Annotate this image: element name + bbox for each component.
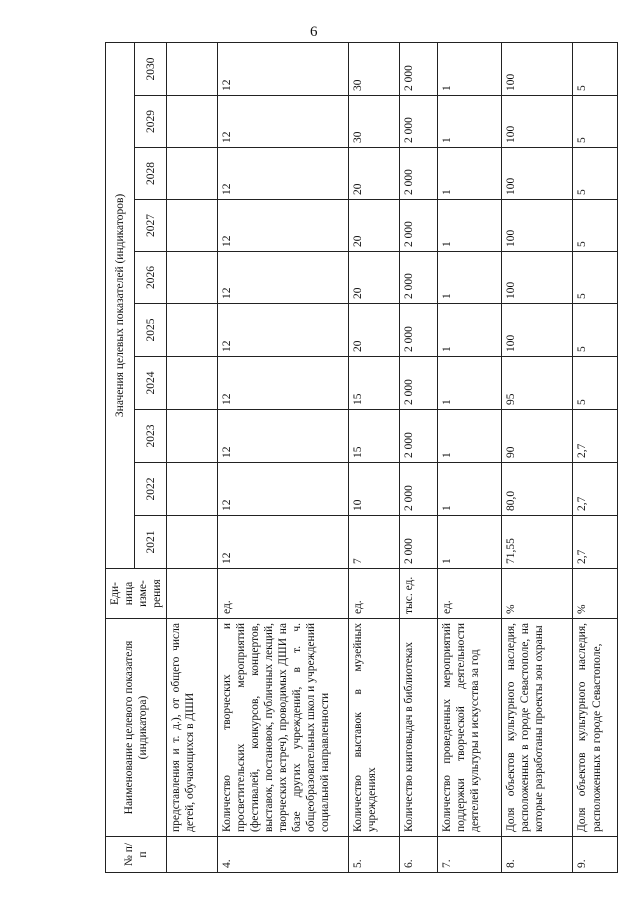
value-cell: 100 [502,42,573,95]
value-cell: 12 [218,304,348,357]
header-year: 2023 [135,410,167,463]
value-cell: 2,7 [573,410,618,463]
value-cell: 12 [218,42,348,95]
header-year: 2027 [135,200,167,252]
table-row [348,42,399,872]
value-cell: 1 [437,516,502,569]
row-number: 4. [218,837,348,873]
value-cell: 5 [573,42,618,95]
value-cell: 2 000 [399,200,437,252]
value-cell [167,200,218,252]
header-unit: Еди-ница изме-рения [106,569,167,619]
value-cell: 20 [348,148,399,200]
value-cell: 100 [502,148,573,200]
value-cell: 2,7 [573,463,618,516]
value-cell [167,463,218,516]
value-cell: 12 [218,252,348,304]
indicator-name: Количество проведенных мероприятий поддержки творческой деятельности деятелей культуры и искусства за год [437,619,502,837]
value-cell: 15 [348,410,399,463]
header-year: 2024 [135,357,167,410]
value-cell [167,516,218,569]
indicator-name: Количество выставок в музейных учреждениях [348,619,399,837]
value-cell: 5 [573,200,618,252]
table-row [167,42,218,872]
value-cell: 1 [437,463,502,516]
value-cell: 100 [502,304,573,357]
table-row [437,42,502,872]
unit-cell: % [502,569,573,619]
indicator-name: Доля объектов культурного наследия, расположенных в городе Севастополе, на которые разработаны проекты зон охраны [502,619,573,837]
value-cell: 1 [437,304,502,357]
value-cell: 71,55 [502,516,573,569]
value-cell: 2 000 [399,516,437,569]
value-cell: 30 [348,42,399,95]
unit-cell: % [573,569,618,619]
header-year: 2030 [135,42,167,95]
rotated-table-wrapper [105,43,615,873]
value-cell: 12 [218,200,348,252]
value-cell: 100 [502,252,573,304]
value-cell: 1 [437,148,502,200]
header-year: 2028 [135,148,167,200]
unit-cell: тыс. ед. [399,569,437,619]
value-cell: 1 [437,96,502,148]
value-cell: 30 [348,96,399,148]
value-cell: 10 [348,463,399,516]
header-year: 2026 [135,252,167,304]
value-cell: 1 [437,200,502,252]
header-name: Наименование целевого показателя (индикатора) [106,619,167,837]
row-number: 9. [573,837,618,873]
value-cell: 20 [348,200,399,252]
value-cell: 2 000 [399,148,437,200]
value-cell: 12 [218,148,348,200]
unit-cell [167,569,218,619]
value-cell: 2 000 [399,357,437,410]
table-row [573,42,618,872]
value-cell [167,304,218,357]
value-cell: 2 000 [399,42,437,95]
value-cell: 95 [502,357,573,410]
value-cell: 12 [218,463,348,516]
value-cell: 2 000 [399,410,437,463]
table-row [399,42,437,872]
value-cell: 5 [573,148,618,200]
value-cell [167,42,218,95]
header-year: 2029 [135,96,167,148]
header-values-group: Значения целевых показателей (индикаторов) [106,42,135,568]
row-number: 6. [399,837,437,873]
row-number: 5. [348,837,399,873]
page-number: 6 [310,24,318,40]
unit-cell: ед. [218,569,348,619]
indicator-name: Количество книговыдач в библиотеках [399,619,437,837]
value-cell: 7 [348,516,399,569]
value-cell: 5 [573,357,618,410]
row-number: 7. [437,837,502,873]
header-year: 2021 [135,516,167,569]
value-cell [167,252,218,304]
value-cell: 100 [502,96,573,148]
table-row [218,42,348,872]
value-cell [167,357,218,410]
value-cell: 5 [573,252,618,304]
indicators-table [105,42,618,873]
value-cell: 1 [437,42,502,95]
value-cell: 20 [348,252,399,304]
unit-cell: ед. [348,569,399,619]
indicator-name: Количество творческих и просветительских мероприятий (фестивалей, конкурсов, концертов, выставок, постановок, публичных лекций, творческих встреч), проводимых ДШИ на базе других учреждений, в т. ч. общеобразовательных школ и учреждений социальной направленности [218,619,348,837]
value-cell: 12 [218,96,348,148]
value-cell: 80,0 [502,463,573,516]
value-cell: 100 [502,200,573,252]
value-cell: 2,7 [573,516,618,569]
row-number: 8. [502,837,573,873]
value-cell: 2 000 [399,463,437,516]
value-cell: 12 [218,357,348,410]
value-cell [167,410,218,463]
indicator-name: представления и т. д.), от общего числа детей, обучающихся в ДШИ [167,619,218,837]
value-cell: 12 [218,410,348,463]
value-cell: 5 [573,96,618,148]
value-cell: 12 [218,516,348,569]
value-cell: 1 [437,357,502,410]
indicator-name: Доля объектов культурного наследия, расположенных в городе Севастополе, [573,619,618,837]
header-year: 2022 [135,463,167,516]
value-cell: 2 000 [399,96,437,148]
value-cell: 5 [573,304,618,357]
value-cell: 15 [348,357,399,410]
value-cell: 2 000 [399,252,437,304]
table-row [502,42,573,872]
unit-cell: ед. [437,569,502,619]
header-num: № п/п [106,837,167,873]
header-year: 2025 [135,304,167,357]
value-cell: 1 [437,410,502,463]
value-cell: 2 000 [399,304,437,357]
value-cell: 1 [437,252,502,304]
value-cell: 20 [348,304,399,357]
value-cell [167,96,218,148]
value-cell: 90 [502,410,573,463]
value-cell [167,148,218,200]
row-number [167,837,218,873]
table-body [167,42,618,872]
